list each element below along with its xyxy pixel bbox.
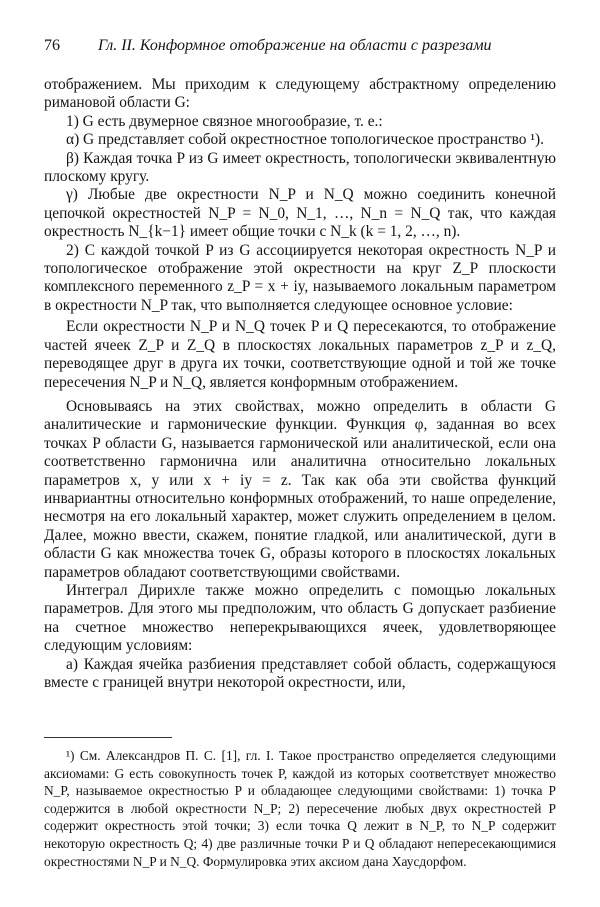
paragraph-4: β) Каждая точка P из G имеет окрестность, топологически эквивалентную плоскому кругу.	[44, 149, 556, 186]
page-number: 76	[44, 37, 60, 54]
paragraph-6: 2) С каждой точкой P из G ассоциируется некоторая окрестность N_P и топологическое отображение этой окрестности на круг Z_P плоскости комплексного переменного z_P = x + iy, называемого локальным параметром в окрестности N_P так, что выполняется следующее основное условие:	[44, 241, 556, 314]
paragraph-2: 1) G есть двумерное связное многообразие, т. е.:	[66, 112, 383, 130]
paragraph-7: Если окрестности N_P и N_Q точек P и Q пересекаются, то отображение частей ячеек Z_P и Z_Q в плоскостях локальных параметров z_P и z_Q, переводящее друг в друга их точки, соответствующие одной и той же точке пересечения N_P и N_Q, является конформным отображением.	[44, 318, 556, 391]
running-title: Гл. II. Конформное отображение на области с разрезами	[98, 37, 492, 54]
paragraph-8: Основываясь на этих свойствах, можно определить в области G аналитические и гармонические функции. Функция φ, заданная во всех точках P области G, называется гармонической или аналитической, если она соответственно гармонична или аналитична относительно локальных параметров x, y или x + iy = z. Так как оба эти свойства функций инвариантны относительно конформных отображений, то наше определение, несмотря на его локальный характер, может служить определением в целом. Далее, можно ввести, скажем, понятие гладкой, или аналитической, дуги в области G как множества точек G, образы которого в плоскостях локальных параметров обладают соответствующими свойствами.	[44, 397, 556, 581]
running-header	[44, 36, 556, 56]
paragraph-5: γ) Любые две окрестности N_P и N_Q можно соединить конечной цепочкой окрестностей N_P = N_0, N_1, …, N_n = N_Q так, что каждая окрестность N_{k−1} имеет общие точки с N_k (k = 1, 2, …, n).	[44, 186, 556, 241]
footnote	[44, 747, 556, 870]
paragraph-9: Интеграл Дирихле также можно определить с помощью локальных параметров. Для этого мы предположим, что область G допускает разбиение на счетное множество неперекрывающихся ячеек, удовлетворяющее следующим условиям:	[44, 581, 556, 655]
paragraph-10: а) Каждая ячейка разбиения представляет собой область, содержащуюся вместе с границей внутри некоторой окрестности, или,	[44, 655, 556, 691]
footnote-rule	[44, 737, 172, 738]
paragraph-3: α) G представляет собой окрестностное топологическое пространство ¹).	[66, 131, 544, 149]
footnote-text: ¹) См. Александров П. С. [1], гл. I. Такое пространство определяется следующими аксиомами: G есть совокупность точек P, каждой из которых соответствует множество N_P, называемое окрестностью P и обладающее следующими свойствами: 1) точка P содержится в любой окрестности N_P; 2) пересечение любых двух окрестностей P содержит окрестность этой точки; 3) если точка Q лежит в N_P, то N_P содержит некоторую окрестность Q; 4) две различные точки P и Q обладают непересекающимися окрестностями N_P и N_Q. Формулировка этих аксиом дана Хаусдорфом.	[44, 748, 556, 869]
main-text	[44, 76, 556, 692]
paragraph-1: отображением. Мы приходим к следующему абстрактному определению римановой области G:	[44, 76, 556, 112]
